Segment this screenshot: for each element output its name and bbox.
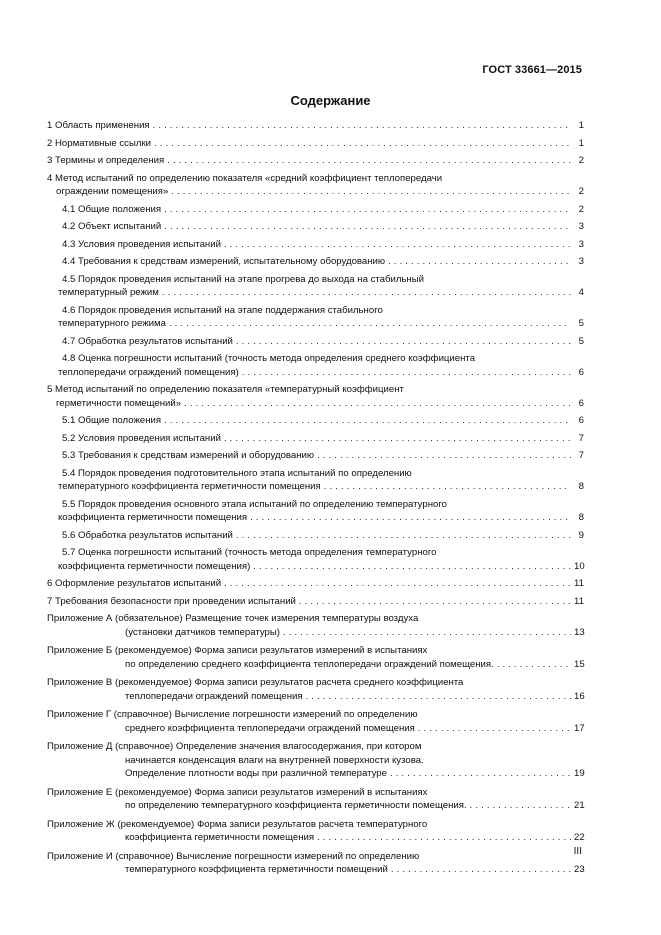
toc-entry-text: герметичности помещений»	[56, 397, 182, 409]
toc-page-number: 6	[578, 366, 584, 378]
dot-leader	[283, 626, 571, 640]
toc-page-number: 3	[578, 238, 584, 250]
toc-entry-text: 4.7 Обработка результатов испытаний	[62, 335, 233, 347]
toc-entry[interactable]	[47, 644, 584, 671]
toc-entry-text: 4.4 Требования к средствам измерений, испытательному оборудованию	[62, 256, 386, 267]
toc-entry-text: 2 Нормативные ссылки	[47, 137, 152, 149]
dot-leader	[299, 595, 571, 609]
toc-entry-text: Определение плотности воды при различной температуре	[125, 768, 387, 779]
dot-leader	[388, 255, 571, 269]
toc-page-number: 11	[574, 578, 584, 589]
toc-entry-text: 5.2 Условия проведения испытаний	[62, 432, 221, 444]
dot-leader	[164, 203, 571, 217]
toc-entry[interactable]	[47, 467, 584, 494]
toc-entry-text: ограждении помещения»	[56, 186, 169, 197]
toc-entry[interactable]	[47, 612, 584, 639]
toc-entry[interactable]	[47, 203, 584, 217]
toc-page-number: 16	[574, 690, 585, 702]
toc-page-number: 8	[578, 481, 584, 492]
toc-entry-text: коэффициента герметичности помещения	[125, 832, 315, 843]
dot-leader	[164, 220, 571, 234]
dot-leader	[184, 397, 571, 411]
toc-page-number: 5	[578, 335, 584, 347]
dot-leader	[236, 529, 571, 543]
toc-page-number: 22	[574, 832, 585, 843]
toc-entry-text: 7 Требования безопасности при проведении испытаний	[47, 595, 296, 607]
toc-page-number: 5	[578, 318, 584, 329]
toc-entry[interactable]	[47, 172, 584, 199]
toc-entry-text: Приложение Ж (рекомендуемое) Форма записи результатов расчета температурного	[47, 818, 428, 830]
toc-page-number: 7	[578, 450, 584, 461]
table-of-contents	[47, 119, 584, 882]
toc-entry-text: 5.7 Оценка погрешности испытаний (точность метода определения температурного	[62, 547, 437, 558]
toc-entry-text: по определению температурного коэффициента герметичности помещения.	[125, 800, 467, 811]
toc-entry-text: 5.3 Требования к средствам измерений и оборудованию	[62, 450, 315, 461]
toc-entry[interactable]	[47, 529, 584, 543]
toc-entry-text: (установки датчиков температуры)	[125, 626, 280, 638]
toc-page-number: 21	[574, 800, 585, 811]
toc-entry-text: 4.8 Оценка погрешности испытаний (точность метода определения среднего коэффициента	[62, 353, 476, 364]
toc-entry-text: 4 Метод испытаний по определению показателя «средний коэффициент теплопередачи	[47, 172, 443, 184]
toc-entry[interactable]	[47, 546, 584, 573]
toc-page-number: 15	[574, 658, 585, 670]
toc-entry[interactable]	[47, 119, 584, 133]
toc-entry[interactable]	[47, 449, 584, 463]
toc-entry-text: Приложение А (обязательное) Размещение точек измерения температуры воздуха	[47, 613, 419, 624]
toc-entry[interactable]	[47, 238, 584, 252]
dot-leader	[391, 863, 571, 877]
dot-leader	[242, 366, 571, 380]
toc-entry[interactable]	[47, 335, 584, 349]
toc-page-number: 13	[574, 626, 585, 638]
dot-leader	[317, 831, 571, 845]
toc-entry-text: Приложение Г (справочное) Вычисление погрешности измерений по определению	[47, 709, 418, 720]
dot-leader	[171, 185, 571, 199]
toc-entry[interactable]	[47, 273, 584, 300]
toc-entry[interactable]	[47, 740, 584, 781]
toc-entry-text: температурный режим	[58, 287, 159, 298]
toc-entry-text: 5.1 Общие положения	[62, 415, 162, 426]
toc-entry[interactable]	[47, 595, 584, 609]
toc-page-number: 3	[578, 256, 584, 267]
document-code: ГОСТ 33661—2015	[482, 64, 582, 76]
dot-leader	[390, 767, 571, 781]
dot-leader	[236, 335, 571, 349]
toc-entry-text: температурного режима	[58, 318, 166, 329]
toc-entry[interactable]	[47, 352, 584, 379]
dot-leader	[418, 722, 571, 736]
toc-entry[interactable]	[47, 414, 584, 428]
toc-entry[interactable]	[47, 304, 584, 331]
toc-page-number: 2	[578, 186, 584, 197]
toc-page-number: 2	[578, 203, 584, 215]
toc-entry[interactable]	[47, 850, 584, 877]
dot-leader	[224, 432, 571, 446]
dot-leader	[253, 560, 571, 574]
toc-entry-text: 4.6 Порядок проведения испытаний на этапе поддержания стабильного	[62, 304, 383, 316]
toc-page-number: 3	[578, 221, 584, 232]
dot-leader	[497, 658, 571, 672]
toc-page-number: 8	[578, 512, 584, 523]
toc-page-number: 9	[578, 529, 584, 541]
toc-entry-text: по определению среднего коэффициента теплопередачи ограждений помещения.	[125, 658, 494, 670]
toc-entry[interactable]	[47, 137, 584, 151]
toc-entry-text: Приложение Д (справочное) Определение значения влагосодержания, при котором	[47, 741, 422, 752]
toc-entry[interactable]	[47, 786, 584, 813]
dot-leader	[250, 511, 571, 525]
toc-page-number: 4	[578, 287, 584, 298]
page-number: III	[573, 846, 582, 857]
toc-page-number: 2	[578, 155, 584, 166]
toc-entry[interactable]	[47, 818, 584, 845]
dot-leader	[162, 286, 571, 300]
toc-page-number: 19	[574, 768, 585, 779]
toc-entry-text: начинается конденсация влаги на внутренней поверхности кузова.	[125, 754, 424, 766]
toc-entry-text: 4.1 Общие положения	[62, 203, 162, 215]
toc-entry-text: 5.4 Порядок проведения подготовительного этапа испытаний по определению	[62, 467, 412, 479]
toc-entry-text: среднего коэффициента теплопередачи ограждений помещения	[125, 722, 415, 734]
toc-entry-text: 5.5 Порядок проведения основного этапа испытаний по определению температурного	[62, 498, 447, 510]
toc-entry[interactable]	[47, 154, 584, 168]
dot-leader	[154, 137, 571, 151]
toc-entry-text: 4.5 Порядок проведения испытаний на этапе прогрева до выхода на стабильный	[62, 273, 424, 285]
toc-entry[interactable]	[47, 255, 584, 269]
dot-leader	[470, 799, 571, 813]
toc-page-number: 10	[574, 560, 585, 572]
toc-entry[interactable]	[47, 577, 584, 591]
toc-entry[interactable]	[47, 498, 584, 525]
dot-leader	[324, 480, 571, 494]
toc-entry-text: температурного коэффициента герметичности помещения	[58, 481, 321, 492]
toc-entry[interactable]	[47, 383, 584, 410]
toc-entry[interactable]	[47, 708, 584, 735]
dot-leader	[224, 238, 571, 252]
page-title: Содержание	[290, 93, 371, 108]
toc-page-number: 1	[578, 137, 584, 149]
toc-entry-text: 6 Оформление результатов испытаний	[47, 578, 222, 589]
toc-entry-text: 1 Область применения	[47, 120, 150, 131]
dot-leader	[169, 317, 571, 331]
dot-leader	[167, 154, 571, 168]
toc-entry-text: 4.2 Объект испытаний	[62, 221, 162, 232]
toc-page-number: 6	[578, 397, 584, 409]
toc-entry-text: теплопередачи ограждений помещения	[125, 690, 303, 702]
toc-page-number: 1	[578, 120, 584, 131]
toc-entry[interactable]	[47, 676, 584, 703]
toc-entry-text: коэффициента герметичности помещения	[58, 512, 248, 523]
toc-page-number: 6	[578, 415, 584, 426]
dot-leader	[317, 449, 571, 463]
toc-entry[interactable]	[47, 220, 584, 234]
dot-leader	[306, 690, 571, 704]
toc-entry-text: 5 Метод испытаний по определению показателя «температурный коэффициент	[47, 384, 404, 395]
toc-page-number: 7	[578, 432, 584, 444]
dot-leader	[164, 414, 571, 428]
toc-entry-text: Приложение Е (рекомендуемое) Форма записи результатов измерений в испытаниях	[47, 786, 428, 798]
toc-entry-text: 3 Термины и определения	[47, 155, 165, 166]
toc-entry-text: коэффициента герметичности помещения)	[58, 560, 251, 572]
dot-leader	[153, 119, 571, 133]
toc-page-number: 23	[574, 864, 585, 875]
toc-entry-text: Приложение В (рекомендуемое) Форма записи результатов расчета среднего коэффициента	[47, 677, 464, 688]
toc-page-number: 17	[574, 722, 585, 734]
toc-entry-text: теплопередачи ограждений помещения)	[58, 366, 239, 378]
toc-entry-text: Приложение И (справочное) Вычисление погрешности измерений по определению	[47, 850, 420, 862]
toc-page-number: 11	[574, 595, 584, 607]
dot-leader	[224, 577, 571, 591]
toc-entry-text: Приложение Б (рекомендуемое) Форма записи результатов измерений в испытаниях	[47, 645, 428, 656]
toc-entry[interactable]	[47, 432, 584, 446]
toc-entry-text: температурного коэффициента герметичности помещений	[125, 864, 388, 875]
toc-entry-text: 5.6 Обработка результатов испытаний	[62, 529, 233, 541]
toc-entry-text: 4.3 Условия проведения испытаний	[62, 238, 221, 250]
